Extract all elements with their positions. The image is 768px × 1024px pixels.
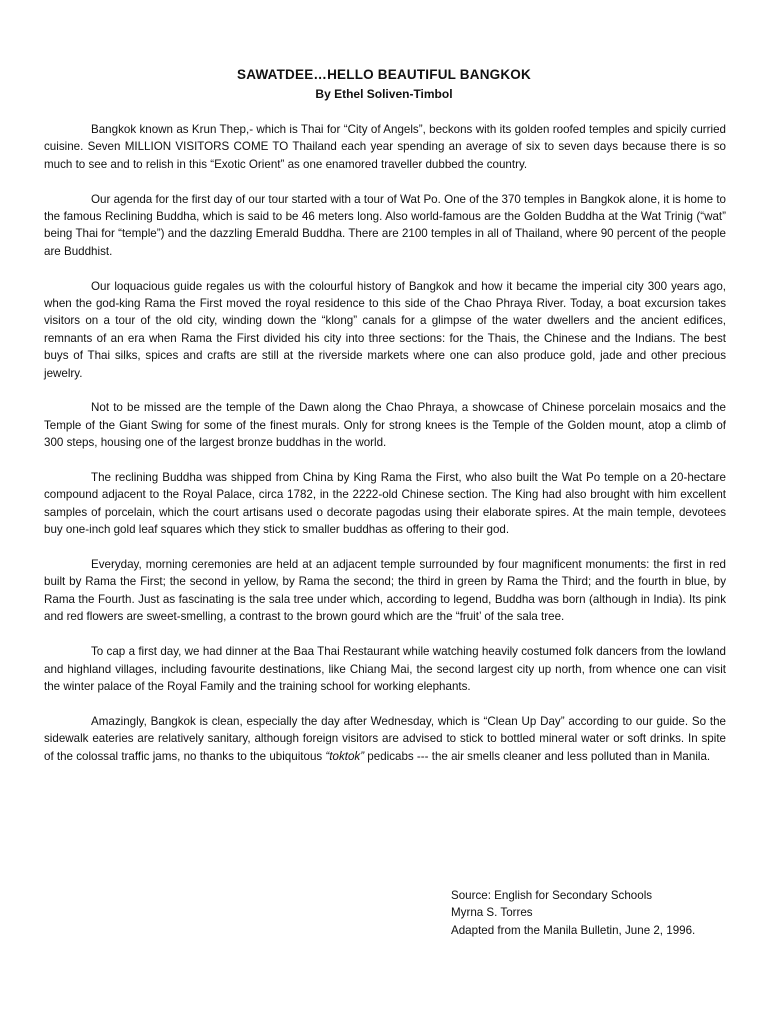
paragraph-4: Not to be missed are the temple of the Dawn along the Chao Phraya, a showcase of Chinese porcelain mosaics and the Temple of the Giant Swing for some of the finest murals. Only for strong knees is the Temple of the Golden mount, atop a climb of 300 steps, housing one of the largest bronze buddhas in the world. [44, 401, 726, 450]
source-line-3: Adapted from the Manila Bulletin, June 2, 1996. [451, 923, 696, 937]
source-citation [451, 887, 751, 939]
paragraph-1: Bangkok known as Krun Thep,- which is Thai for “City of Angels”, beckons with its golden roofed temples and spicily curried cuisine. Seven MILLION VISITORS COME TO Thailand each year spending an average of six to seven days because there is so much to see and to relish in this “Exotic Orient” as one enamored traveller dubbed the country. [44, 123, 726, 171]
article-body [44, 121, 726, 782]
article-title: SAWATDEE…HELLO BEAUTIFUL BANGKOK [237, 67, 531, 82]
paragraph-6: Everyday, morning ceremonies are held at an adjacent temple surrounded by four magnificent monuments: the first in red built by Rama the First; the second in yellow, by Rama the second; the third in green by Rama the Third; and the fourth in blue, by Rama the Fourth. Just as fascinating is the sala tree under which, according to legend, Buddha was born (although in India). Its pink and red flowers are sweet-smelling, a contrast to the brown gourd which are the “fruit’ of the sala tree. [44, 558, 726, 624]
paragraph-8-text-start: Amazingly, Bangkok is clean, especially the day after Wednesday, which is “Clean Up Day” according to our guide. So the sidewalk eateries are relatively sanitary, although foreign visitors are advised to stick to bottled mineral water or soft drinks. In spite of the colossal traffic jams, no thanks to the ubiquitous [44, 714, 726, 763]
article-byline: By Ethel Soliven-Timbol [315, 87, 453, 101]
source-line-2: Myrna S. Torres [451, 906, 533, 920]
paragraph-7: To cap a first day, we had dinner at the Baa Thai Restaurant while watching heavily costumed folk dancers from the lowland and highland villages, including favourite destinations, like Chiang Mai, the second largest city up north, from whence one can visit the winter palace of the Royal Family and the training school for working elephants. [44, 645, 726, 693]
source-line-1: Source: English for Secondary Schools [451, 889, 653, 902]
paragraph-8 [44, 713, 726, 765]
paragraph-5: The reclining Buddha was shipped from China by King Rama the First, who also built the Wat Po temple on a 20-hectare compound adjacent to the Royal Palace, circa 1782, in the 2222-old Chinese section. The King had also brought with him excellent samples of porcelain, which the court artisans used o decorate pagodas using their elaborate spires. At the main temple, devotees buy one-inch gold leaf squares which they stick to smaller buddhas as offering to their god. [44, 471, 726, 537]
paragraph-3: Our loquacious guide regales us with the colourful history of Bangkok and how it became the imperial city 300 years ago, when the god-king Rama the First moved the royal residence to this side of the Chao Phraya River. Today, a boat excursion takes visitors on a tour of the old city, winding down the “klong” canals for a glimpse of the water dwellers and the ancient edifices, remnants of an era when Rama the First divided his city into three sections: for the Thais, the Chinese and the Indians. The best buys of Thai silks, spices and crafts are still at the riverside markets where one can also produce gold, jade and other precious jewelry. [44, 279, 726, 380]
paragraph-8-text-end: pedicabs --- the air smells cleaner and less polluted than in Manila. [364, 749, 711, 763]
paragraph-8-italic-term: “toktok” [325, 749, 365, 763]
paragraph-2: Our agenda for the first day of our tour started with a tour of Wat Po. One of the 370 temples in Bangkok alone, it is home to the famous Reclining Buddha, which is said to be 46 meters long. Also world-famous are the Golden Buddha at the Wat Trinig (“wat” being Thai for “temple”) and the dazzling Emerald Buddha. There are 2100 temples in all of Thailand, where 90 percent of the people are Buddhist. [44, 192, 726, 258]
